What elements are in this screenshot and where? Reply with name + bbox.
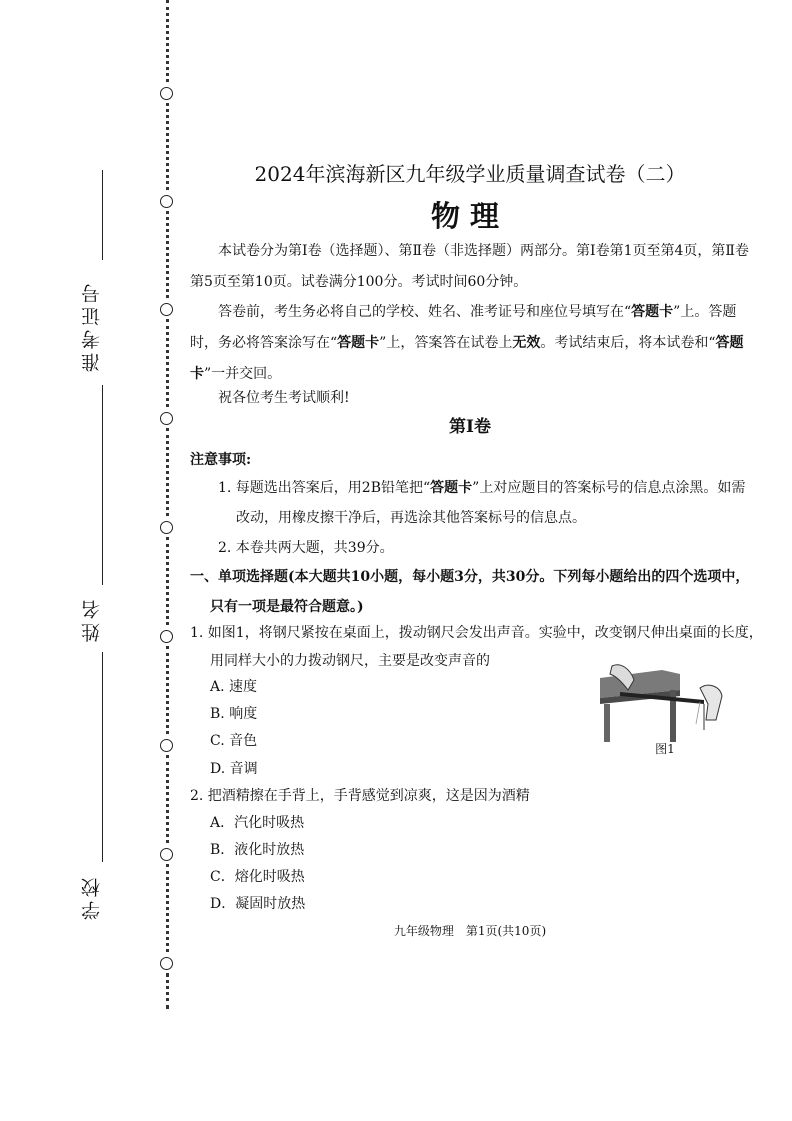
binding-hole-circle: [160, 195, 173, 208]
answer-card-term: 答题卡: [631, 304, 674, 320]
binding-hole-circle: [160, 957, 173, 970]
school-label: 学校: [81, 874, 103, 920]
dotted-line: [166, 319, 173, 407]
dotted-line: [166, 646, 173, 734]
text: ”一并交回。: [204, 366, 282, 382]
name-label: 姓名: [81, 596, 103, 642]
question-2-stem: 2. 把酒精擦在手背上，手背感觉到凉爽，这是因为酒精: [190, 788, 530, 804]
q1-option-a: A. 速度: [210, 679, 258, 695]
binding-hole-circle: [160, 739, 173, 752]
subject-title: 物理: [430, 199, 509, 233]
section-title: 第Ⅰ卷: [449, 417, 491, 437]
binding-hole-circle: [160, 848, 173, 861]
dotted-line: [166, 973, 173, 1009]
text: 1. 每题选出答案后，用2B铅笔把“: [218, 480, 431, 496]
binding-hole-circle: [160, 630, 173, 643]
dotted-line: [166, 103, 173, 190]
figure-1-caption: 图1: [655, 742, 675, 756]
q2-option-d: D．凝固时放热: [210, 896, 306, 912]
page-footer: 九年级物理 第1页(共10页): [393, 924, 547, 938]
note-1: [218, 477, 745, 497]
school-fill-line[interactable]: [102, 652, 103, 862]
dotted-line: [166, 428, 173, 516]
q2-option-a: A．汽化时吸热: [210, 815, 305, 831]
q2-option-b: B．液化时放热: [210, 842, 305, 858]
invalid-term: 无效: [512, 335, 541, 351]
part-heading-continued: 只有一项是最符合题意。): [210, 599, 364, 615]
exam-id-label: 准考证号: [81, 280, 103, 372]
binding-hole-circle: [160, 87, 173, 100]
binding-hole-circle: [160, 412, 173, 425]
dotted-line: [166, 0, 173, 82]
answer-card-term: 答题卡: [190, 335, 744, 382]
dotted-line: [166, 537, 173, 625]
good-luck-line: 祝各位考生考试顺利!: [218, 390, 350, 406]
text: 。考试结束后，将本试卷和“: [540, 335, 716, 351]
note-2: 2. 本卷共两大题，共39分。: [218, 540, 394, 556]
text: ”上对应题目的答案标号的信息点涂黑。如需: [472, 480, 746, 496]
exam-id-fill-line[interactable]: [102, 170, 103, 260]
dotted-line: [166, 211, 173, 298]
text: ”上。答题时，务必将答案涂写在“: [190, 304, 737, 351]
dotted-line: [166, 755, 173, 843]
note-1-continued: 改动，用橡皮擦干净后，再选涂其他答案标号的信息点。: [236, 510, 586, 526]
notes-title: 注意事项:: [190, 452, 252, 468]
q1-option-d: D. 音调: [210, 761, 258, 777]
binding-hole-circle: [160, 303, 173, 316]
q1-option-b: B. 响度: [210, 706, 258, 722]
intro-paragraph-2: [190, 297, 755, 390]
exam-title: 2024年滨海新区九年级学业质量调查试卷（二）: [254, 162, 686, 186]
binding-margin: [160, 0, 180, 1010]
name-fill-line[interactable]: [102, 385, 103, 585]
text: 答卷前，考生务必将自己的学校、姓名、准考证号和座位号填写在“: [218, 304, 632, 320]
answer-card-term: 答题卡: [430, 480, 473, 496]
answer-card-term: 答题卡: [337, 335, 380, 351]
question-1-stem-continued: 用同样大小的力拨动钢尺，主要是改变声音的: [210, 653, 490, 669]
text: ”上，答案答在试卷上: [379, 335, 513, 351]
dotted-line: [166, 864, 173, 952]
part-heading: 一、单项选择题(本大题共10小题，每小题3分，共30分。下列每小题给出的四个选项中，: [190, 569, 750, 585]
q1-option-c: C. 音色: [210, 733, 258, 749]
intro-paragraph-1: 本试卷分为第Ⅰ卷（选择题）、第Ⅱ卷（非选择题）两部分。第Ⅰ卷第1页至第4页，第Ⅱ卷第5页至第10页。试卷满分100分。考试时间60分钟。: [190, 243, 749, 290]
q2-option-c: C．熔化时吸热: [210, 869, 305, 885]
binding-hole-circle: [160, 521, 173, 534]
question-1-stem: 1. 如图1，将钢尺紧按在桌面上，拨动钢尺会发出声音。实验中，改变钢尺伸出桌面的长度，: [190, 625, 763, 641]
figure-1-ruler-on-table: [600, 660, 728, 742]
